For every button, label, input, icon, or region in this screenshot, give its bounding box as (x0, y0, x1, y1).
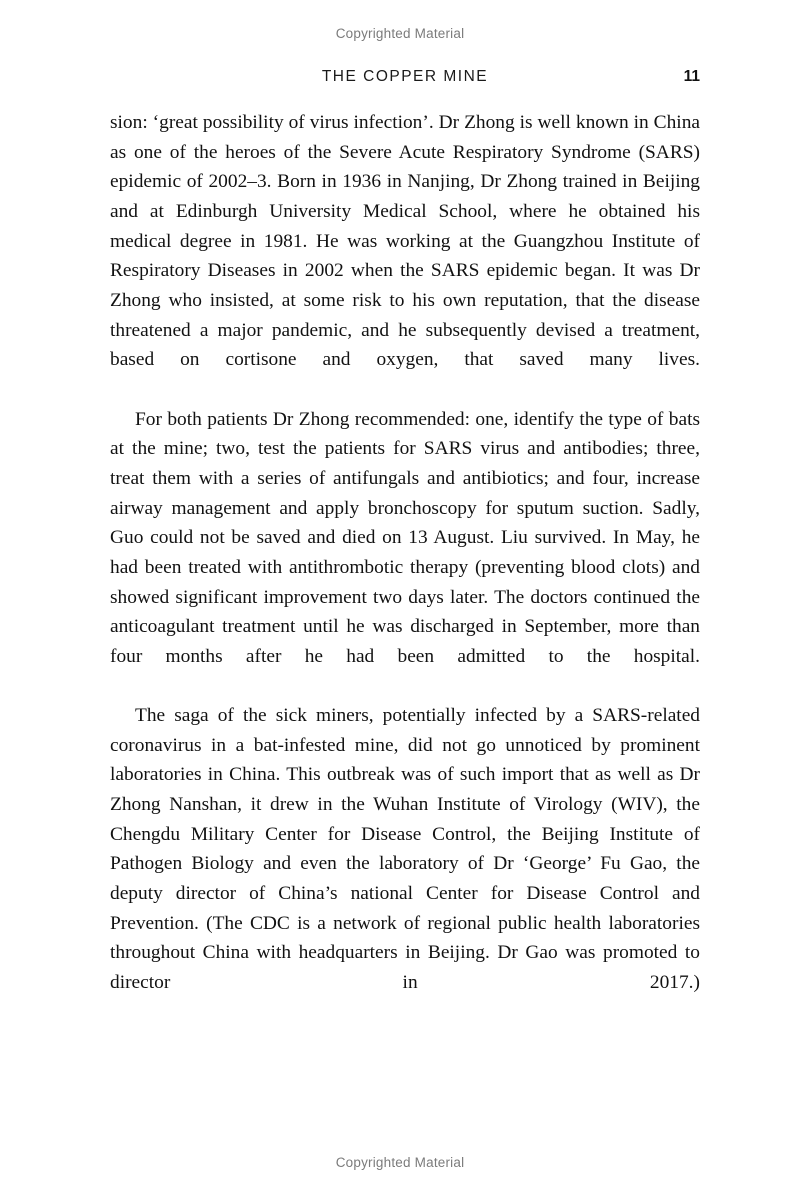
page-number: 11 (683, 68, 700, 85)
running-head-title: THE COPPER MINE (321, 68, 489, 85)
paragraph-3: The saga of the sick miners, potentially infected by a SARS-related coronavirus in a bat-infested mine, did not go unnoticed by prominent laboratories in China. This outbreak was of such import that as well as Dr Zhong Nanshan, it drew in the Wuhan Institute of Virology (WIV), the Chengdu Military Center for Disease Control, the Beijing Institute of Pathogen Biology and even the laboratory of Dr ‘George’ Fu Gao, the deputy director of China’s national Center for Disease Control and Prevention. (The CDC is a network of regional public health laboratories throughout China with headquarters in Beijing. Dr Gao was promoted to director in 2017.) (110, 705, 700, 994)
paragraph-1: sion: ‘great possibility of virus infection’. Dr Zhong is well known in China as one of the heroes of the Severe Acute Respiratory Syndrome (SARS) epidemic of 2002–3. Born in 1936 in Nanjing, Dr Zhong trained in Beijing and at Edinburgh University Medical School, where he obtained his medical degree in 1981. He was working at the Guangzhou Institute of Respiratory Diseases in 2002 when the SARS epidemic began. It was Dr Zhong who insisted, at some risk to his own reputation, that the disease threatened a major pandemic, and he subsequently devised a treatment, based on cortisone and oxygen, that saved many lives. (110, 112, 700, 371)
copyright-watermark-top: Copyrighted Material (335, 26, 465, 41)
copyright-watermark-bottom: Copyrighted Material (335, 1155, 465, 1170)
paragraph-2: For both patients Dr Zhong recommended: one, identify the type of bats at the mine; two, test the patients for SARS virus and antibodies; three, treat them with a series of antifungals and antibiotics; and four, increase airway management and apply bronchoscopy for sputum suction. Sadly, Guo could not be saved and died on 13 August. Liu survived. In May, he had been treated with antithrombotic therapy (preventing blood clots) and showed significant improvement two days later. The doctors continued the anticoagulant treatment until he was discharged in September, more than four months after he had been admitted to the hospital. (110, 408, 700, 667)
body-text (110, 108, 700, 1027)
running-head (110, 68, 700, 90)
